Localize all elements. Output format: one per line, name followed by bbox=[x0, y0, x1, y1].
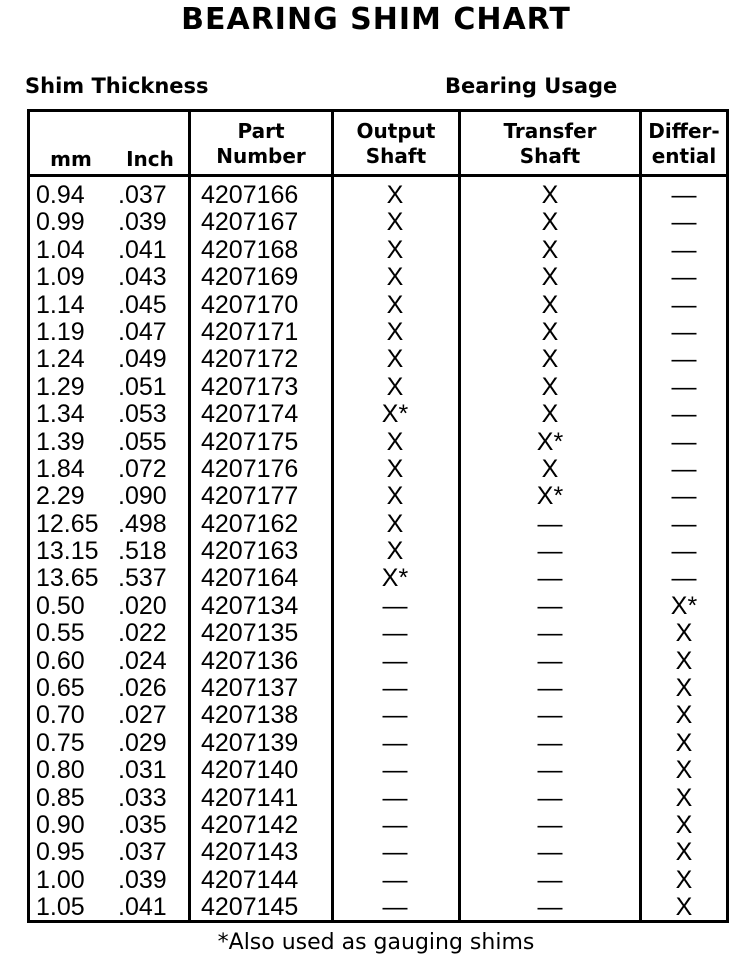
output-shaft-cell: — bbox=[382, 865, 408, 894]
mm-cell: 1.05 bbox=[36, 893, 85, 922]
transfer-shaft-cell: — bbox=[537, 537, 563, 566]
footnote: *Also used as gauging shims bbox=[217, 930, 535, 955]
output-shaft-cell: X bbox=[386, 372, 404, 401]
inch-cell: .033 bbox=[118, 783, 167, 812]
part-number-cell: 4207162 bbox=[201, 509, 299, 538]
differential-cell: — bbox=[671, 400, 697, 429]
transfer-shaft-cell: X bbox=[541, 454, 559, 483]
output-shaft-cell: — bbox=[382, 619, 408, 648]
part-number-cell: 4207143 bbox=[201, 838, 299, 867]
part-number-cell: 4207170 bbox=[201, 290, 299, 319]
inch-cell: .024 bbox=[118, 646, 167, 675]
table-row bbox=[30, 675, 726, 702]
output-shaft-cell: X bbox=[386, 181, 404, 209]
mm-cell: 0.99 bbox=[36, 208, 85, 237]
mm-cell: 0.55 bbox=[36, 619, 85, 648]
transfer-shaft-cell: — bbox=[537, 783, 563, 812]
mm-cell: 1.00 bbox=[36, 865, 85, 894]
inch-cell: .537 bbox=[118, 564, 167, 593]
inch-cell: .047 bbox=[118, 317, 167, 346]
mm-cell: 2.29 bbox=[36, 482, 85, 511]
output-shaft-cell: — bbox=[382, 674, 408, 703]
table-row bbox=[30, 785, 726, 812]
table-row bbox=[30, 264, 726, 291]
part-number-cell: 4207176 bbox=[201, 454, 299, 483]
differential-cell: — bbox=[671, 537, 697, 566]
table-row bbox=[30, 346, 726, 373]
part-number-cell: 4207144 bbox=[201, 865, 299, 894]
part-number-cell: 4207166 bbox=[201, 181, 299, 209]
table-row bbox=[30, 648, 726, 675]
transfer-shaft-cell: — bbox=[537, 838, 563, 867]
part-number-cell: 4207138 bbox=[201, 701, 299, 730]
differential-cell: — bbox=[671, 427, 697, 456]
differential-cell: — bbox=[671, 317, 697, 346]
header-output-shaft: Output Shaft bbox=[356, 119, 436, 168]
inch-cell: .039 bbox=[118, 865, 167, 894]
differential-cell: X bbox=[675, 701, 693, 730]
header-differential: Differ- ential bbox=[648, 119, 720, 168]
table-row bbox=[30, 483, 726, 510]
transfer-shaft-cell: X* bbox=[536, 482, 564, 511]
differential-cell: X bbox=[675, 783, 693, 812]
transfer-shaft-cell: X bbox=[541, 372, 559, 401]
output-shaft-cell: X bbox=[386, 263, 404, 292]
transfer-shaft-cell: — bbox=[537, 509, 563, 538]
transfer-shaft-cell: — bbox=[537, 701, 563, 730]
table-row bbox=[30, 374, 726, 401]
transfer-shaft-cell: X bbox=[541, 345, 559, 374]
inch-cell: .053 bbox=[118, 400, 167, 429]
output-shaft-cell: X bbox=[386, 235, 404, 264]
transfer-shaft-cell: — bbox=[537, 619, 563, 648]
mm-cell: 1.24 bbox=[36, 345, 85, 374]
part-number-cell: 4207163 bbox=[201, 537, 299, 566]
mm-cell: 1.19 bbox=[36, 317, 85, 346]
mm-cell: 1.04 bbox=[36, 235, 85, 264]
mm-cell: 0.90 bbox=[36, 810, 85, 839]
table-row bbox=[30, 757, 726, 784]
part-number-cell: 4207136 bbox=[201, 646, 299, 675]
transfer-shaft-cell: — bbox=[537, 865, 563, 894]
shim-thickness-label: Shim Thickness bbox=[25, 74, 209, 98]
mm-cell: 0.85 bbox=[36, 783, 85, 812]
mm-cell: 0.65 bbox=[36, 674, 85, 703]
inch-cell: .055 bbox=[118, 427, 167, 456]
inch-cell: .031 bbox=[118, 756, 167, 785]
part-number-cell: 4207171 bbox=[201, 317, 299, 346]
inch-cell: .045 bbox=[118, 290, 167, 319]
differential-cell: X bbox=[675, 865, 693, 894]
output-shaft-cell: X bbox=[386, 509, 404, 538]
output-shaft-cell: X bbox=[386, 454, 404, 483]
output-shaft-cell: X bbox=[386, 537, 404, 566]
mm-cell: 1.84 bbox=[36, 454, 85, 483]
mm-cell: 0.50 bbox=[36, 591, 85, 620]
table-row bbox=[30, 702, 726, 729]
table-row bbox=[30, 292, 726, 319]
differential-cell: X bbox=[675, 674, 693, 703]
output-shaft-cell: X* bbox=[381, 564, 409, 593]
inch-cell: .498 bbox=[118, 509, 167, 538]
output-shaft-cell: — bbox=[382, 646, 408, 675]
output-shaft-cell: — bbox=[382, 838, 408, 867]
differential-cell: — bbox=[671, 372, 697, 401]
differential-cell: X bbox=[675, 728, 693, 757]
inch-cell: .027 bbox=[118, 701, 167, 730]
part-number-cell: 4207135 bbox=[201, 619, 299, 648]
output-shaft-cell: X bbox=[386, 290, 404, 319]
inch-cell: .043 bbox=[118, 263, 167, 292]
table-row bbox=[30, 894, 726, 921]
header-divider bbox=[30, 174, 726, 177]
inch-cell: .518 bbox=[118, 537, 167, 566]
mm-cell: 0.75 bbox=[36, 728, 85, 757]
part-number-cell: 4207134 bbox=[201, 591, 299, 620]
part-number-cell: 4207140 bbox=[201, 756, 299, 785]
header-part-number: Part Number bbox=[216, 119, 306, 168]
mm-cell: 0.95 bbox=[36, 838, 85, 867]
transfer-shaft-cell: X bbox=[541, 290, 559, 319]
part-number-cell: 4207141 bbox=[201, 783, 299, 812]
inch-cell: .072 bbox=[118, 454, 167, 483]
table-row bbox=[30, 182, 726, 209]
table-row bbox=[30, 319, 726, 346]
table-row bbox=[30, 839, 726, 866]
differential-cell: X* bbox=[670, 591, 698, 620]
inch-cell: .037 bbox=[118, 838, 167, 867]
transfer-shaft-cell: — bbox=[537, 810, 563, 839]
table-row bbox=[30, 620, 726, 647]
part-number-cell: 4207173 bbox=[201, 372, 299, 401]
inch-cell: .041 bbox=[118, 893, 167, 922]
differential-cell: — bbox=[671, 181, 697, 209]
transfer-shaft-cell: X bbox=[541, 235, 559, 264]
table-row bbox=[30, 511, 726, 538]
output-shaft-cell: — bbox=[382, 591, 408, 620]
differential-cell: X bbox=[675, 756, 693, 785]
output-shaft-cell: — bbox=[382, 756, 408, 785]
output-shaft-cell: — bbox=[382, 810, 408, 839]
part-number-cell: 4207177 bbox=[201, 482, 299, 511]
inch-cell: .041 bbox=[118, 235, 167, 264]
part-number-cell: 4207142 bbox=[201, 810, 299, 839]
table-row bbox=[30, 237, 726, 264]
table-row bbox=[30, 812, 726, 839]
inch-cell: .039 bbox=[118, 208, 167, 237]
output-shaft-cell: X bbox=[386, 427, 404, 456]
differential-cell: — bbox=[671, 263, 697, 292]
transfer-shaft-cell: — bbox=[537, 646, 563, 675]
output-shaft-cell: X bbox=[386, 208, 404, 237]
mm-cell: 1.34 bbox=[36, 400, 85, 429]
mm-cell: 13.15 bbox=[36, 537, 99, 566]
transfer-shaft-cell: — bbox=[537, 728, 563, 757]
part-number-cell: 4207167 bbox=[201, 208, 299, 237]
inch-cell: .035 bbox=[118, 810, 167, 839]
differential-cell: — bbox=[671, 509, 697, 538]
part-number-cell: 4207168 bbox=[201, 235, 299, 264]
differential-cell: X bbox=[675, 810, 693, 839]
part-number-cell: 4207172 bbox=[201, 345, 299, 374]
differential-cell: — bbox=[671, 482, 697, 511]
table-body bbox=[30, 182, 726, 922]
mm-cell: 0.70 bbox=[36, 701, 85, 730]
mm-cell: 0.80 bbox=[36, 756, 85, 785]
part-number-cell: 4207169 bbox=[201, 263, 299, 292]
inch-cell: .051 bbox=[118, 372, 167, 401]
differential-cell: — bbox=[671, 290, 697, 319]
inch-cell: .026 bbox=[118, 674, 167, 703]
part-number-cell: 4207164 bbox=[201, 564, 299, 593]
differential-cell: — bbox=[671, 564, 697, 593]
output-shaft-cell: X bbox=[386, 345, 404, 374]
inch-cell: .020 bbox=[118, 591, 167, 620]
header-inch: Inch bbox=[126, 147, 174, 171]
differential-cell: — bbox=[671, 235, 697, 264]
differential-cell: X bbox=[675, 838, 693, 867]
transfer-shaft-cell: — bbox=[537, 564, 563, 593]
header-transfer-shaft: Transfer Shaft bbox=[503, 119, 597, 168]
bearing-usage-label: Bearing Usage bbox=[445, 74, 618, 98]
transfer-shaft-cell: — bbox=[537, 756, 563, 785]
transfer-shaft-cell: X* bbox=[536, 427, 564, 456]
inch-cell: .049 bbox=[118, 345, 167, 374]
mm-cell: 12.65 bbox=[36, 509, 99, 538]
table-row bbox=[30, 429, 726, 456]
mm-cell: 0.94 bbox=[36, 181, 85, 209]
table-row bbox=[30, 401, 726, 428]
transfer-shaft-cell: X bbox=[541, 400, 559, 429]
part-number-cell: 4207175 bbox=[201, 427, 299, 456]
table-row bbox=[30, 538, 726, 565]
transfer-shaft-cell: — bbox=[537, 591, 563, 620]
transfer-shaft-cell: X bbox=[541, 208, 559, 237]
mm-cell: 13.65 bbox=[36, 564, 99, 593]
table-row bbox=[30, 209, 726, 236]
output-shaft-cell: — bbox=[382, 728, 408, 757]
mm-cell: 0.60 bbox=[36, 646, 85, 675]
part-number-cell: 4207174 bbox=[201, 400, 299, 429]
transfer-shaft-cell: X bbox=[541, 263, 559, 292]
differential-cell: — bbox=[671, 345, 697, 374]
mm-cell: 1.39 bbox=[36, 427, 85, 456]
inch-cell: .037 bbox=[118, 181, 167, 209]
table-row bbox=[30, 593, 726, 620]
table-row bbox=[30, 456, 726, 483]
inch-cell: .090 bbox=[118, 482, 167, 511]
shim-table bbox=[27, 109, 729, 923]
transfer-shaft-cell: — bbox=[537, 893, 563, 922]
header-mm: mm bbox=[50, 147, 92, 171]
output-shaft-cell: X* bbox=[381, 400, 409, 429]
differential-cell: X bbox=[675, 893, 693, 922]
inch-cell: .029 bbox=[118, 728, 167, 757]
mm-cell: 1.14 bbox=[36, 290, 85, 319]
part-number-cell: 4207139 bbox=[201, 728, 299, 757]
output-shaft-cell: X bbox=[386, 482, 404, 511]
output-shaft-cell: — bbox=[382, 783, 408, 812]
chart-title: BEARING SHIM CHART bbox=[181, 2, 571, 37]
mm-cell: 1.09 bbox=[36, 263, 85, 292]
differential-cell: — bbox=[671, 454, 697, 483]
differential-cell: X bbox=[675, 619, 693, 648]
inch-cell: .022 bbox=[118, 619, 167, 648]
output-shaft-cell: X bbox=[386, 317, 404, 346]
table-row bbox=[30, 565, 726, 592]
differential-cell: X bbox=[675, 646, 693, 675]
differential-cell: — bbox=[671, 208, 697, 237]
part-number-cell: 4207145 bbox=[201, 893, 299, 922]
transfer-shaft-cell: X bbox=[541, 181, 559, 209]
mm-cell: 1.29 bbox=[36, 372, 85, 401]
transfer-shaft-cell: X bbox=[541, 317, 559, 346]
output-shaft-cell: — bbox=[382, 701, 408, 730]
table-row bbox=[30, 730, 726, 757]
part-number-cell: 4207137 bbox=[201, 674, 299, 703]
output-shaft-cell: — bbox=[382, 893, 408, 922]
table-row bbox=[30, 867, 726, 894]
transfer-shaft-cell: — bbox=[537, 674, 563, 703]
